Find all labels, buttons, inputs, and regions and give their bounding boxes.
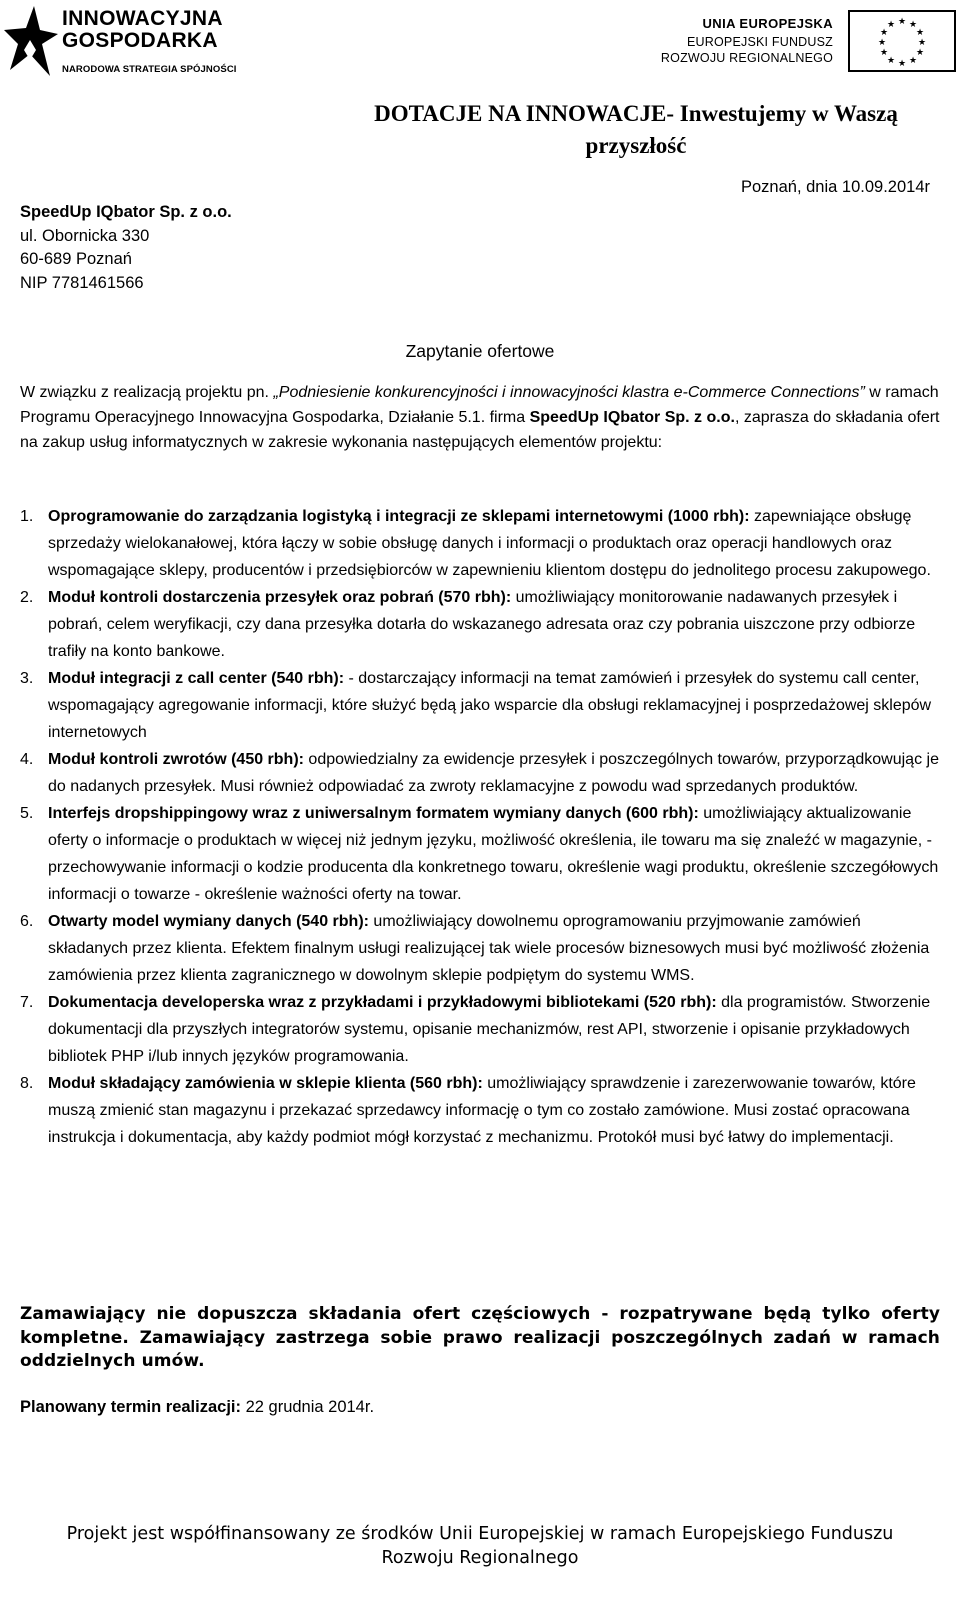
svg-text:★: ★ xyxy=(917,38,927,48)
list-item: 3. Moduł integracji z call center (540 rbh): - dostarczający informacji na temat zamówień i przesyłek do systemu call center, wspomagający agregowanie informacji, które służyć będą jako wsparcie dla obsługi reklamacyjnej i posprzedażowej sklepów internetowych xyxy=(20,670,932,741)
svg-text:★: ★ xyxy=(908,56,918,66)
company-name: SpeedUp IQbator Sp. z o.o. xyxy=(20,203,232,221)
intro-paragraph: W związku z realizacją projektu pn. „Podniesienie konkurencyjności i innowacyjności klastra e-Commerce Connections” w ramach Programu Operacyjnego Innowacyjna Gospodarka, Działanie 5.1. firma SpeedUp IQbator Sp. z o.o., zaprasza do składania ofert na zakup usług informatycznych w zakresie wykonania następujących elementów projektu: xyxy=(20,384,940,451)
list-item: 5. Interfejs dropshippingowy wraz z uniwersalnym formatem wymiany danych (600 rbh): umożliwiający aktualizowanie oferty o informacje o produktach w więcej niż jednym języku, możliwość określenia, ile towaru ma się znaleźć w magazynie, - przechowywanie informacji o kodzie producenta dla konkretnego towaru, określenie wagi produktu, określenie szczegółowych informacji o towarze - określenie ważności oferty na towar. xyxy=(20,805,939,903)
company-nip: NIP 7781461566 xyxy=(20,273,144,292)
svg-text:★: ★ xyxy=(886,56,896,66)
company-name-inline: SpeedUp IQbator Sp. z o.o. xyxy=(529,409,735,426)
logo-tagline: NARODOWA STRATEGIA SPÓJNOŚCI xyxy=(62,64,237,75)
company-address xyxy=(20,201,232,295)
svg-text:★: ★ xyxy=(886,20,896,30)
svg-text:★: ★ xyxy=(897,17,907,27)
svg-text:★: ★ xyxy=(877,38,887,48)
svg-text:★: ★ xyxy=(897,59,907,69)
project-elements-list xyxy=(20,503,942,1151)
company-city: 60-689 Poznań xyxy=(20,250,132,268)
project-name: „Podniesienie konkurencyjności i innowacyjności klastra e-Commerce Connections” xyxy=(273,384,865,401)
list-item: 2. Moduł kontroli dostarczenia przesyłek oraz pobrań (570 rbh): umożliwiający monitorowanie nadawanych przesyłek i pobrań, celem weryfikacji, czy dana przesyłka dotarła do wskazanego adresata oraz czy pobrania uiszczone przy odbiorze trafiły na konto bankowe. xyxy=(20,589,916,660)
svg-text:★: ★ xyxy=(879,28,889,38)
list-item: 1. Oprogramowanie do zarządzania logistyką i integracji ze sklepami internetowymi (1000 rbh): zapewniające obsługę sprzedaży wielokanałowej, która łączy w sobie obsługę danych i informacji o produktach oraz operacji handlowych oraz wspomagające sklepy, producentów i przedsiębiorców w zapewnieniu klientom dostępu do jednolitego procesu zakupowego. xyxy=(20,508,931,579)
eu-logo-line2: EUROPEJSKI FUNDUSZ xyxy=(687,35,833,49)
star-logo-icon xyxy=(4,4,60,82)
partial-offers-notice: Zamawiający nie dopuszcza składania ofert częściowych - rozpatrywane będą tylko oferty kompletne. Zamawiający zastrzega sobie prawo realizacji poszczególnych zadań w ramach oddzielnych umów. xyxy=(20,1304,940,1371)
deadline-label: Planowany termin realizacji: xyxy=(20,1398,241,1416)
eu-logo xyxy=(660,10,956,70)
list-item: 7. Dokumentacja developerska wraz z przykładami i przykładowymi bibliotekami (520 rbh): dla programistów. Stworzenie dokumentacji dla przyszłych integratorów systemu, opisanie mechanizmów, rest API, stworzenie i opisanie przykładowych bibliotek PHP i/lub innych języków programowania. xyxy=(20,994,931,1065)
deadline-value: 22 grudnia 2014r. xyxy=(241,1398,375,1416)
eu-logo-line1: UNIA EUROPEJSKA xyxy=(702,16,833,31)
document-title: Zapytanie ofertowe xyxy=(405,341,555,361)
eu-flag-icon xyxy=(848,10,956,72)
svg-text:★: ★ xyxy=(908,20,918,30)
headline: DOTACJE NA INNOWACJE- Inwestujemy w Waszą przyszłość xyxy=(374,101,898,158)
list-item: 8. Moduł składający zamówienia w sklepie klienta (560 rbh): umożliwiający sprawdzenie i zarezerwowanie towarów, które muszą zmienić stan magazynu i przekazać sprzedawcy informację o tym co zostało zamówione. Musi zostać opracowana instrukcja i dokumentacja, aby każdy podmiot mógł korzystać z mechanizmu. Protokół musi być łatwy do implementacji. xyxy=(20,1075,916,1146)
innowacyjna-gospodarka-logo xyxy=(4,4,264,86)
logo-brand: INNOWACYJNA GOSPODARKA xyxy=(62,7,223,52)
list-item: 6. Otwarty model wymiany danych (540 rbh): umożliwiający dowolnemu oprogramowaniu przyjmowanie zamówień składanych przez klienta. Efektem finalnym usługi realizującej tak wiele procesów biznesowych musi być możliwość złożenia zamówienia przez klienta zagranicznego w dowolnym sklepie podpiętym do systemu WMS. xyxy=(20,913,930,984)
svg-text:★: ★ xyxy=(915,48,925,58)
eu-logo-line3: ROZWOJU REGIONALNEGO xyxy=(660,51,833,65)
list-item: 4. Moduł kontroli zwrotów (450 rbh): odpowiedzialny za ewidencje przesyłek i poszczególnych towarów, przyporządkowując je do nadanych przesyłek. Musi również odpowiadać za zwroty reklamacyjne z powodu wad sprzedanych produktów. xyxy=(20,751,939,795)
svg-text:★: ★ xyxy=(879,48,889,58)
planned-deadline xyxy=(20,1398,374,1417)
document-date: Poznań, dnia 10.09.2014r xyxy=(741,178,930,196)
cofinancing-footer: Projekt jest współfinansowany ze środków Unii Europejskiej w ramach Europejskiego Funduszu Rozwoju Regionalnego xyxy=(66,1524,894,1568)
svg-text:★: ★ xyxy=(915,28,925,38)
company-street: ul. Obornicka 330 xyxy=(20,226,150,245)
